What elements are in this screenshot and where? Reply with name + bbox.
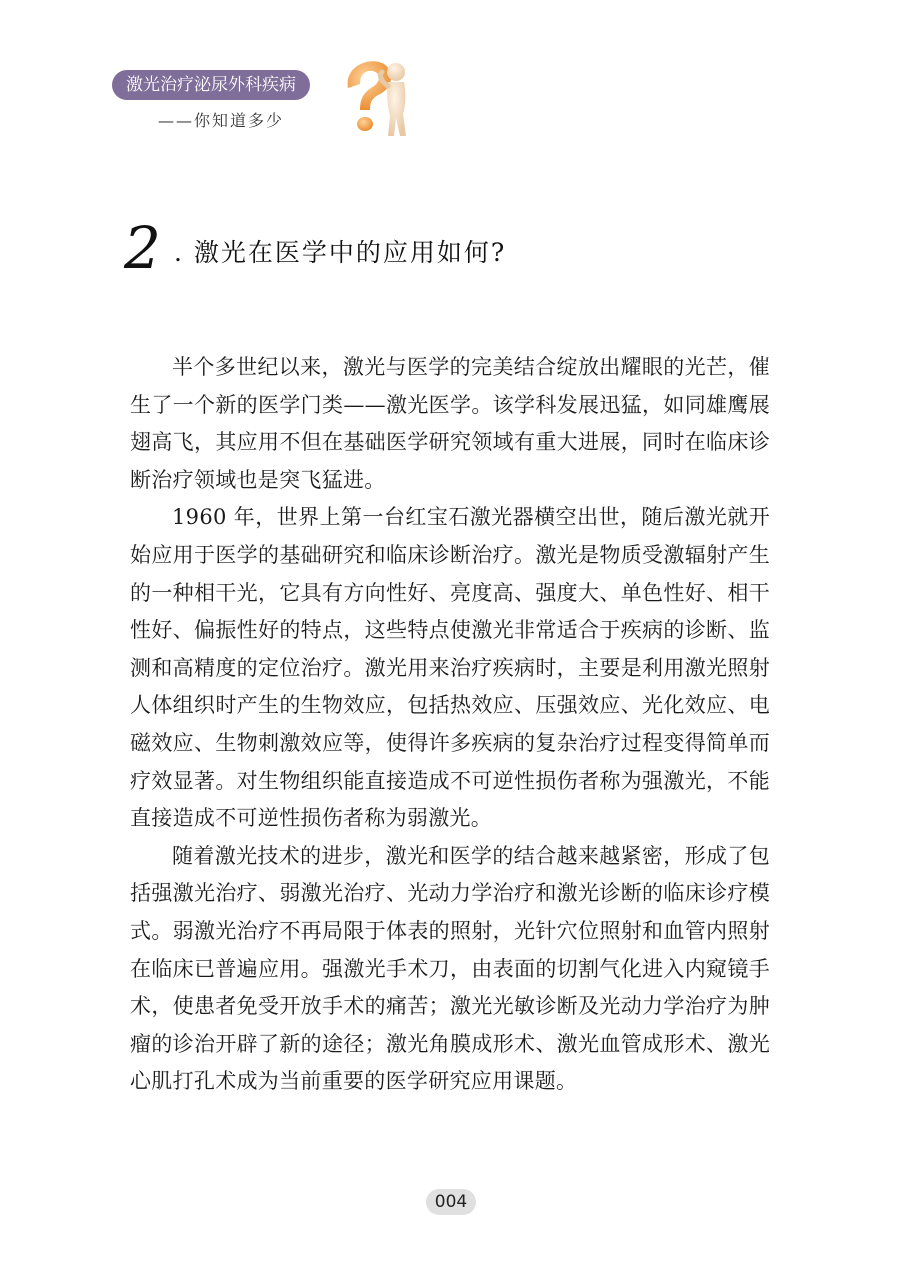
body-text: [130, 349, 770, 1101]
page-number: 004: [426, 1189, 476, 1215]
question-mark-figure-icon: [330, 52, 420, 142]
series-subtitle: ——你知道多少: [158, 111, 285, 130]
paragraph: 半个多世纪以来，激光与医学的完美结合绽放出耀眼的光芒，催生了一个新的医学门类——激光医学。该学科发展迅猛，如同雄鹰展翅高飞，其应用不但在基础医学研究领域有重大进展，同时在临床诊断治疗领域也是突飞猛进。: [130, 355, 770, 492]
paragraph: 1960 年，世界上第一台红宝石激光器横空出世，随后激光就开始应用于医学的基础研究和临床诊断治疗。激光是物质受激辐射产生的一种相干光，它具有方向性好、亮度高、强度大、单色性好、相干性好、偏振性好的特点，这些特点使激光非常适合于疾病的诊断、监测和高精度的定位治疗。激光用来治疗疾病时，主要是利用激光照射人体组织时产生的生物效应，包括热效应、压强效应、光化效应、电磁效应、生物刺激效应等，使得许多疾病的复杂治疗过程变得简单而疗效显著。对生物组织能直接造成不可逆性损伤者称为强激光，不能直接造成不可逆性损伤者称为弱激光。: [130, 505, 770, 831]
paragraph: 随着激光技术的进步，激光和医学的结合越来越紧密，形成了包括强激光治疗、弱激光治疗、光动力学治疗和激光诊断的临床诊疗模式。弱激光治疗不再局限于体表的照射，光针穴位照射和血管内照射在临床已普遍应用。强激光手术刀，由表面的切割气化进入内窥镜手术，使患者免受开放手术的痛苦；激光光敏诊断及光动力学治疗为肿瘤的诊治开辟了新的途径；激光角膜成形术、激光血管成形术、激光心肌打孔术成为当前重要的医学研究应用课题。: [130, 843, 770, 1094]
running-header: [112, 52, 432, 152]
question-number: 2: [124, 214, 161, 282]
question-text: . 激光在医学中的应用如何?: [174, 238, 507, 267]
series-title: 激光治疗泌尿外科疾病: [112, 70, 310, 100]
section-heading: [124, 214, 824, 282]
